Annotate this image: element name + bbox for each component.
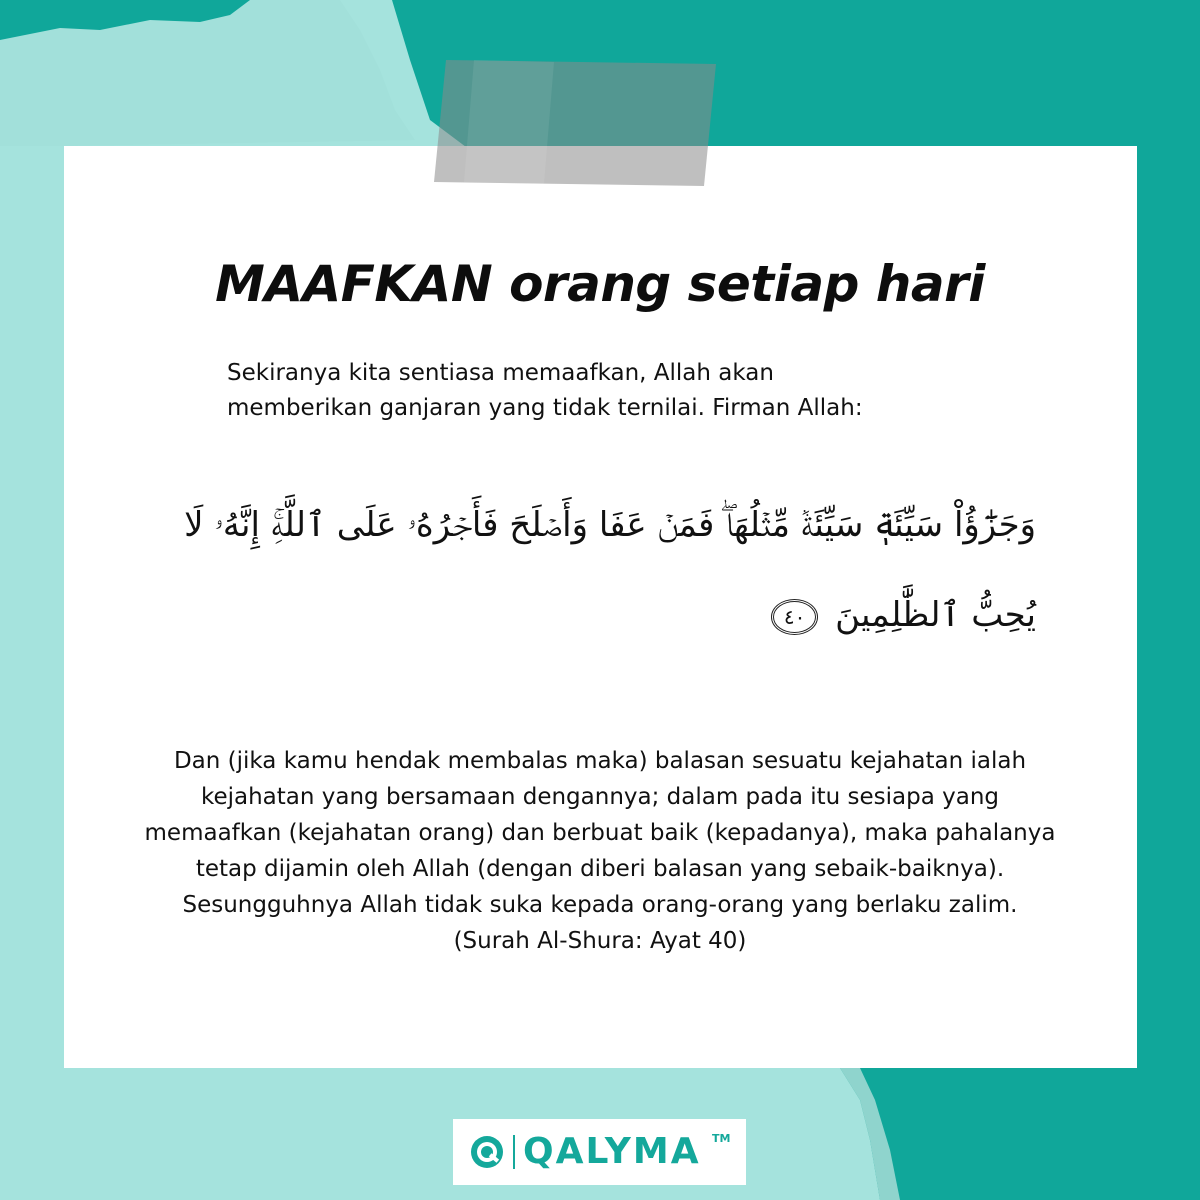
- title-rest: orang setiap hari: [492, 255, 985, 313]
- translation-line: memaafkan (kejahatan orang) dan berbuat baik (kepadanya), maka pahalanya: [144, 820, 1056, 846]
- translation-line: kejahatan yang bersamaan dengannya; dalam pada itu sesiapa yang: [200, 784, 1000, 810]
- translation-line: Sesungguhnya Allah tidak suka kepada orang-orang yang berlaku zalim.: [182, 892, 1018, 918]
- ayah-number-marker: ٤٠: [771, 599, 818, 635]
- qalyma-q-icon: [469, 1134, 505, 1170]
- quran-verse-arabic: [140, 480, 1036, 660]
- intro-line: Sekiranya kita sentiasa memaafkan, Allah akan: [227, 360, 774, 386]
- logo-wordmark: QALYMA: [523, 1131, 701, 1172]
- translation-line: Dan (jika kamu hendak membalas maka) balasan sesuatu kejahatan ialah: [173, 748, 1027, 774]
- brand-logo: [453, 1119, 746, 1185]
- tape-strip: [434, 60, 716, 186]
- translation-line: tetap dijamin oleh Allah (dengan diberi balasan yang sebaik-baiknya).: [195, 856, 1005, 882]
- page-title: [0, 255, 1200, 313]
- intro-text: [227, 356, 967, 426]
- title-bold: MAAFKAN: [215, 255, 493, 313]
- intro-line: memberikan ganjaran yang tidak ternilai. Firman Allah:: [227, 395, 863, 421]
- arabic-text: وَجَزَٰٓؤُاْ سَيِّئَةٖ سَيِّئَةٞ مِّثۡلُهَاۖ فَمَنۡ عَفَا وَأَصۡلَحَ فَأَجۡرُهُۥ عَلَى ٱللَّهِۚ إِنَّهُۥ لَا يُحِبُّ ٱلظَّٰلِمِينَ: [184, 505, 1036, 635]
- logo-divider: [513, 1135, 515, 1169]
- verse-translation: [100, 743, 1100, 959]
- logo-trademark: TM: [712, 1132, 731, 1145]
- verse-reference: (Surah Al-Shura: Ayat 40): [453, 928, 747, 954]
